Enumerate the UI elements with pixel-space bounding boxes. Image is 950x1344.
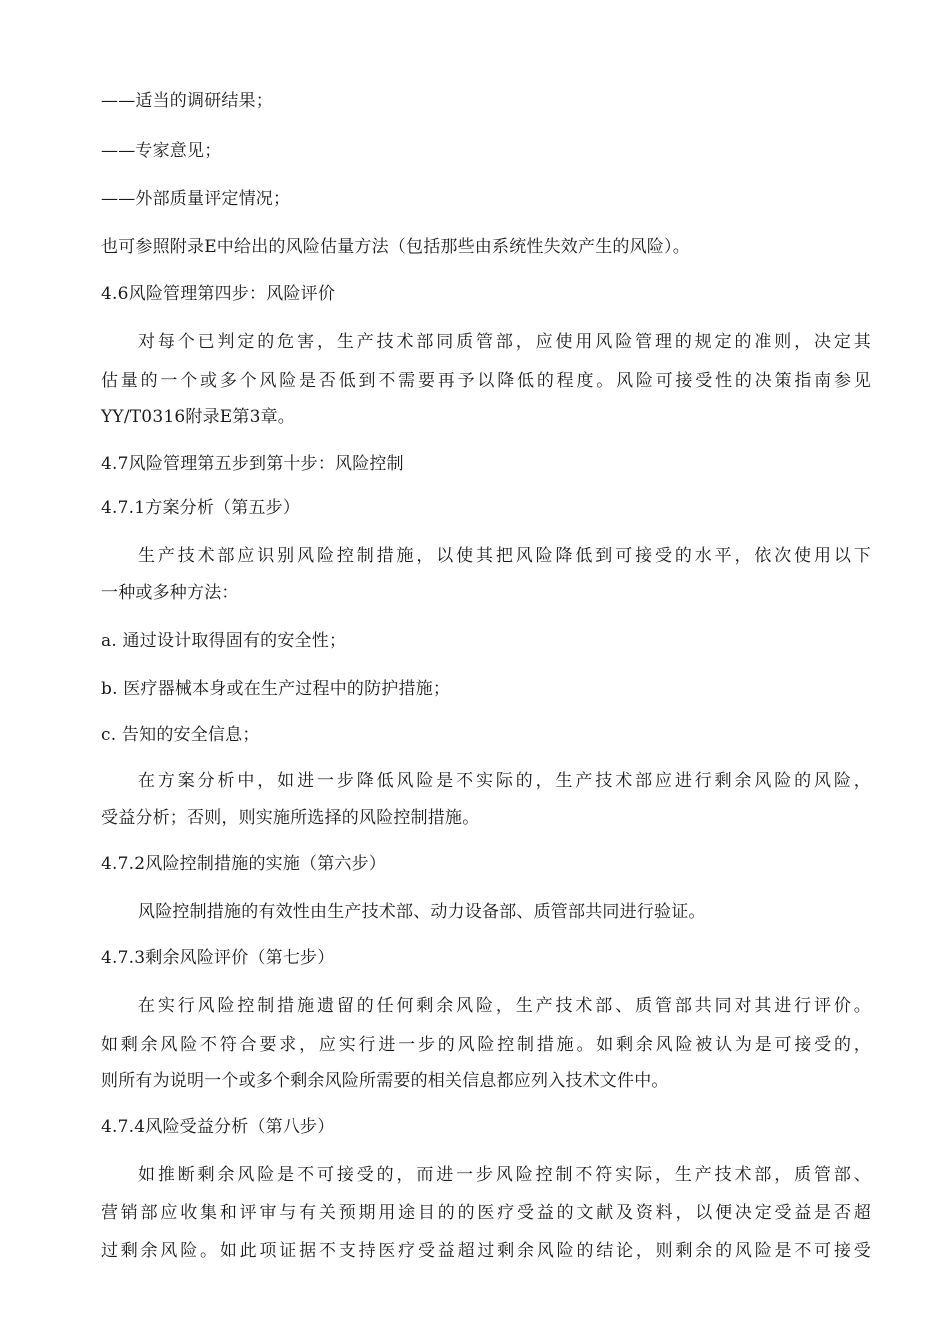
list-item-expert-opinion: ——专家意见； xyxy=(101,141,222,161)
list-item-survey-results: ——适当的调研结果； xyxy=(101,91,273,111)
paragraph-text: 在方案分析中，如进一步降低风险是不实际的，生产技术部应进行剩余风险的风险， xyxy=(138,771,871,791)
section-heading-4-7: 4.7风险管理第五步到第十步：风险控制 xyxy=(101,454,404,474)
paragraph-text: 在实行风险控制措施遗留的任何剩余风险，生产技术部、质管部共同对其进行评价。 xyxy=(138,996,871,1016)
paragraph-text: 估量的一个或多个风险是否低到不需要再予以降低的程度。风险可接受性的决策指南参见 xyxy=(101,371,871,391)
paragraph-text: 如剩余风险不符合要求，应实行进一步的风险控制措施。如剩余风险被认为是可接受的， xyxy=(101,1035,871,1055)
paragraph-text: 对每个已判定的危害，生产技术部同质管部，应使用风险管理的规定的准则，决定其 xyxy=(138,332,871,352)
paragraph-text: 生产技术部应识别风险控制措施，以使其把风险降低到可接受的水平，依次使用以下 xyxy=(138,546,871,566)
list-item-b: b. 医疗器械本身或在生产过程中的防护措施； xyxy=(101,679,451,699)
paragraph-text: YY/T0316附录E第3章。 xyxy=(101,407,296,427)
list-item-a: a. 通过设计取得固有的安全性； xyxy=(101,631,347,651)
section-heading-4-6: 4.6风险管理第四步：风险评价 xyxy=(101,284,336,304)
paragraph-text: 营销部应收集和评审与有关预期用途目的的医疗受益的文献及资料，以便决定受益是否超 xyxy=(101,1203,871,1223)
paragraph-text: 如推断剩余风险是不可接受的，而进一步风险控制不符实际，生产技术部，质管部、 xyxy=(138,1165,871,1185)
paragraph-text: 一种或多种方法： xyxy=(101,583,239,603)
paragraph-text: 风险控制措施的有效性由生产技术部、动力设备部、质管部共同进行验证。 xyxy=(138,902,706,922)
paragraph-text: 受益分析；否则，则实施所选择的风险控制措施。 xyxy=(101,808,480,828)
paragraph-text: 过剩余风险。如此项证据不支持医疗受益超过剩余风险的结论，则剩余的风险是不可接受 xyxy=(101,1241,871,1261)
list-item-external-quality: ——外部质量评定情况； xyxy=(101,189,291,209)
section-heading-4-7-4: 4.7.4风险受益分析（第八步） xyxy=(101,1117,335,1137)
section-heading-4-7-2: 4.7.2风险控制措施的实施（第六步） xyxy=(101,854,387,874)
section-heading-4-7-3: 4.7.3剩余风险评价（第七步） xyxy=(101,948,335,968)
list-item-c: c. 告知的安全信息； xyxy=(101,725,260,745)
paragraph-text: 也可参照附录E中给出的风险估量方法（包括那些由系统性失效产生的风险）。 xyxy=(101,237,690,257)
paragraph-text: 则所有为说明一个或多个剩余风险所需要的相关信息都应列入技术文件中。 xyxy=(101,1071,669,1091)
section-heading-4-7-1: 4.7.1方案分析（第五步） xyxy=(101,498,301,518)
